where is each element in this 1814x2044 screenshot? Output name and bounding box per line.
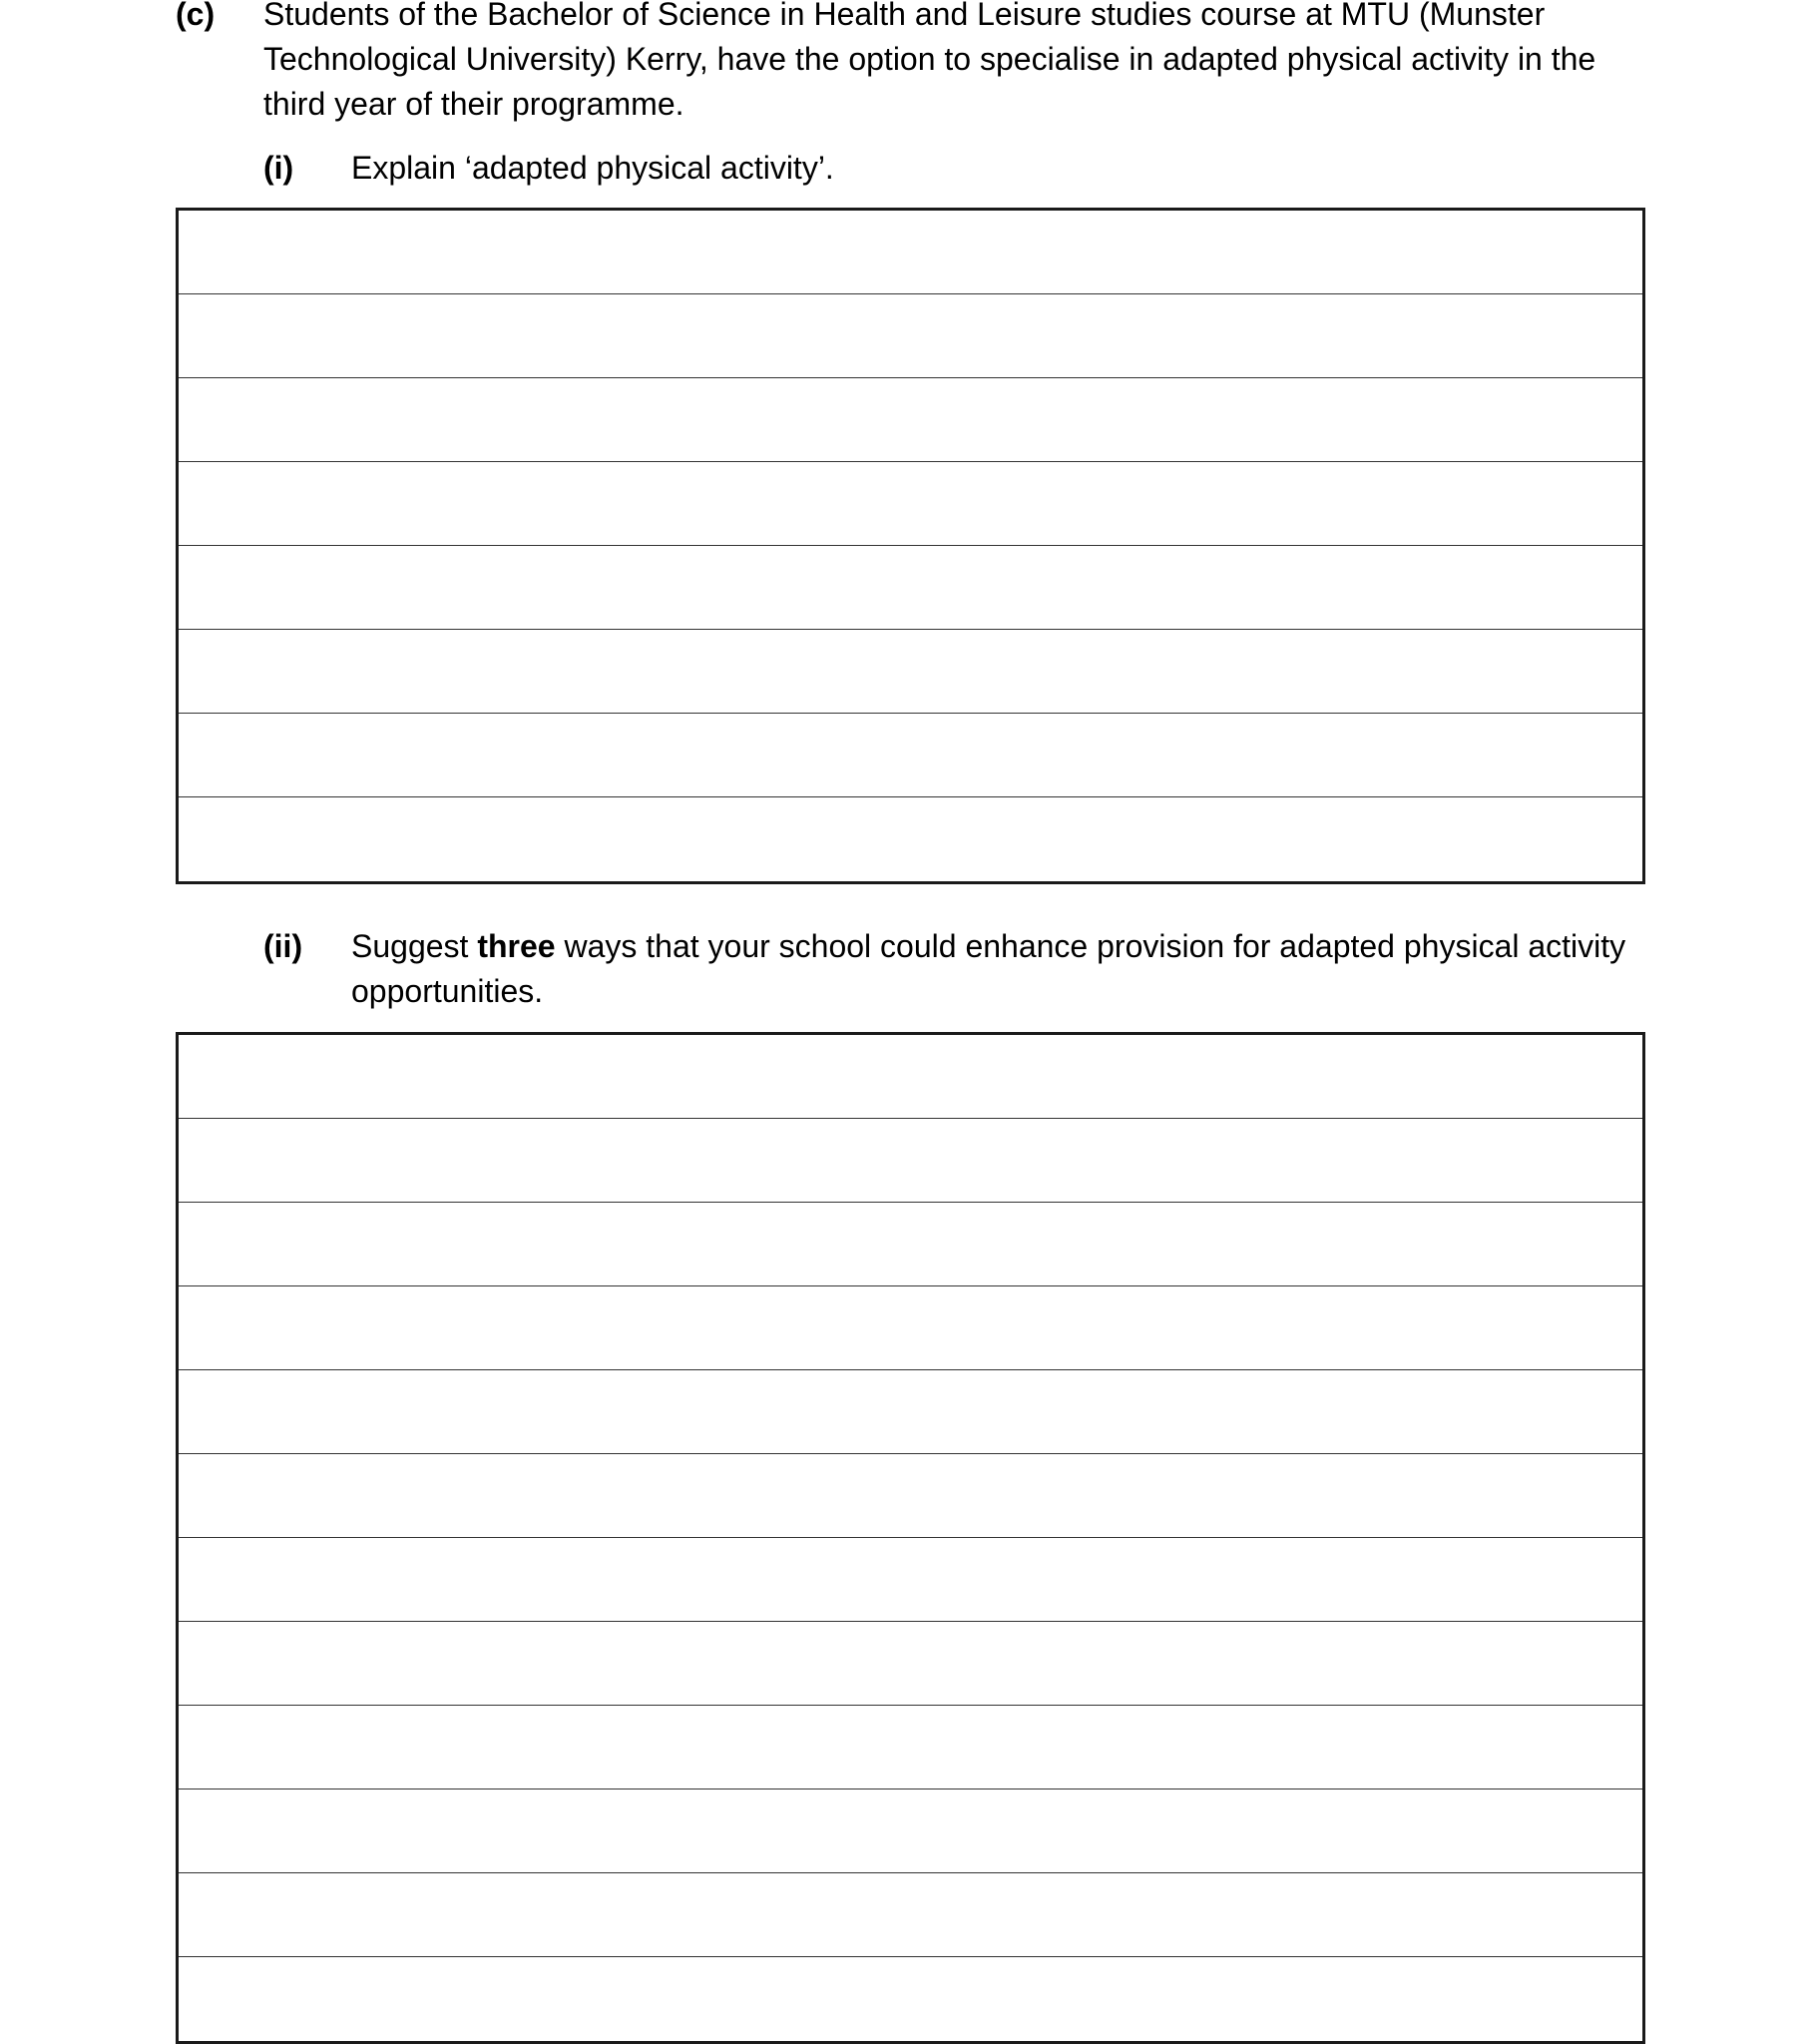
part-i-answer-line[interactable]	[179, 294, 1642, 378]
answer-box-part-i[interactable]	[176, 208, 1645, 884]
part-ii-answer-line[interactable]	[179, 1873, 1642, 1957]
part-i-answer-line[interactable]	[179, 378, 1642, 462]
part-ii-text	[351, 924, 1648, 1014]
part-ii-answer-line[interactable]	[179, 1957, 1642, 2041]
question-c-label: (c)	[176, 0, 216, 32]
part-i-answer-line[interactable]	[179, 462, 1642, 546]
part-ii-answer-line[interactable]	[179, 1035, 1642, 1119]
part-i-answer-line[interactable]	[179, 630, 1642, 714]
part-i-answer-line[interactable]	[179, 797, 1642, 881]
part-i-answer-line[interactable]	[179, 211, 1642, 294]
part-ii-answer-line[interactable]	[179, 1538, 1642, 1622]
part-i-text: Explain ‘adapted physical activity’.	[351, 150, 834, 186]
part-ii-text-after: ways that your school could enhance provision for adapted physical activity opportunities.	[351, 928, 1626, 1009]
part-ii-answer-line[interactable]	[179, 1203, 1642, 1286]
part-ii-label: (ii)	[263, 928, 303, 964]
part-ii-answer-line[interactable]	[179, 1622, 1642, 1706]
part-ii-answer-line[interactable]	[179, 1789, 1642, 1873]
part-ii-answer-line[interactable]	[179, 1370, 1642, 1454]
part-ii-text-bold: three	[477, 928, 556, 964]
part-ii-answer-line[interactable]	[179, 1454, 1642, 1538]
part-ii-answer-line[interactable]	[179, 1286, 1642, 1370]
part-i-label: (i)	[263, 150, 294, 186]
part-i-answer-line[interactable]	[179, 546, 1642, 630]
answer-box-part-ii[interactable]	[176, 1032, 1645, 2044]
question-c-text: Students of the Bachelor of Science in Health and Leisure studies course at MTU (Munster Technological University) Kerry, have the option to specialise in adapted physical activity in the third year of their programme.	[263, 0, 1596, 122]
part-ii-text-before: Suggest	[351, 928, 478, 964]
part-i-answer-line[interactable]	[179, 714, 1642, 797]
part-ii-answer-line[interactable]	[179, 1119, 1642, 1203]
part-ii-answer-line[interactable]	[179, 1706, 1642, 1789]
